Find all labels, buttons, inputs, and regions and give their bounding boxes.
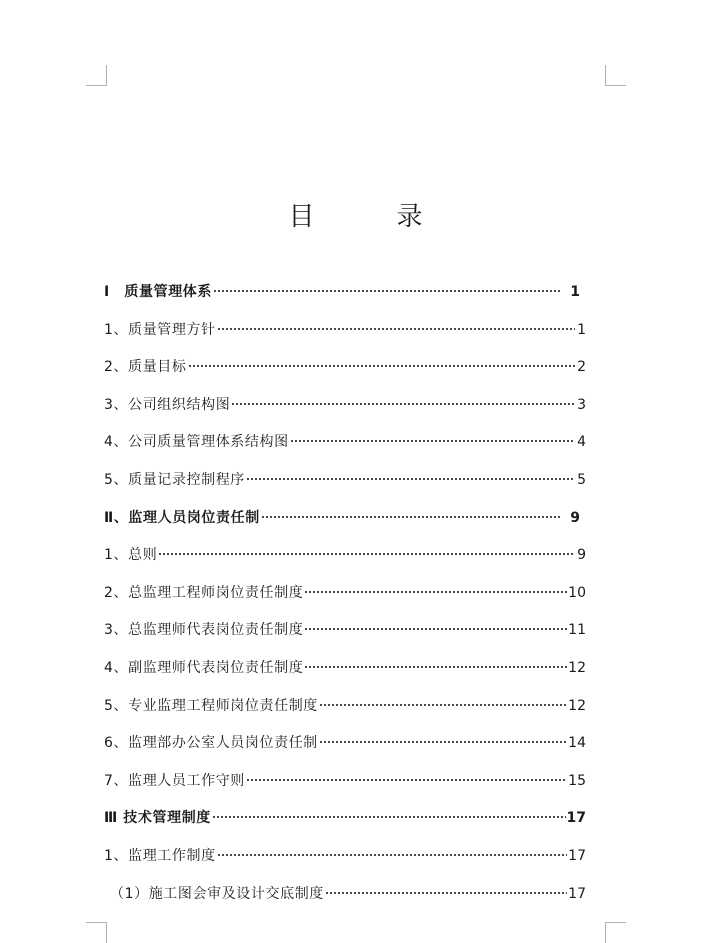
toc-entry-label: Ⅲ 技术管理制度 (104, 810, 211, 827)
toc-entry-page: 17 (568, 885, 586, 902)
toc-title: 目 录 (288, 202, 451, 232)
toc-entry[interactable] (104, 466, 586, 504)
toc-entry-label: 2、质量目标 (104, 359, 187, 376)
toc-leader-dots (158, 553, 575, 555)
toc-entry[interactable] (104, 616, 586, 654)
toc-entry[interactable] (104, 767, 586, 805)
toc-entry-label: 1、总则 (104, 547, 158, 564)
toc-entry-page: 1 (570, 284, 580, 300)
toc-entry-page: 14 (568, 735, 586, 752)
toc-leader-dots (319, 704, 567, 706)
toc-leader-dots (217, 854, 567, 856)
toc-entry[interactable] (104, 654, 586, 692)
toc-entry[interactable] (104, 428, 586, 466)
toc-entry-page: 1 (577, 321, 586, 338)
toc-entry[interactable] (104, 842, 586, 880)
toc-entry-label: 1、监理工作制度 (104, 847, 216, 864)
toc-leader-dots (188, 365, 575, 367)
toc-entry-page: 2 (577, 359, 586, 376)
toc-list (104, 278, 586, 917)
toc-entry[interactable] (104, 278, 586, 316)
toc-entry-label: 7、监理人员工作守则 (104, 772, 245, 789)
toc-leader-dots (304, 628, 567, 630)
toc-entry[interactable] (104, 579, 586, 617)
toc-entry-page: 15 (568, 772, 586, 789)
toc-leader-dots (304, 666, 567, 668)
toc-entry[interactable] (104, 880, 586, 918)
toc-entry-label: 6、监理部办公室人员岗位责任制 (104, 735, 318, 752)
toc-leader-dots (290, 440, 575, 442)
toc-leader-dots (212, 816, 566, 818)
toc-entry-label: 4、公司质量管理体系结构图 (104, 434, 289, 451)
page-corner-mark-top-right (605, 65, 626, 86)
toc-entry[interactable] (104, 541, 586, 579)
toc-entry-page: 4 (577, 434, 586, 451)
toc-entry[interactable] (104, 316, 586, 354)
toc-entry-label: 3、总监理师代表岗位责任制度 (104, 622, 304, 639)
toc-entry-label: （1）施工图会审及设计交底制度 (110, 885, 324, 902)
toc-entry[interactable] (104, 729, 586, 767)
toc-entry-label: 1、质量管理方针 (104, 321, 216, 338)
page-corner-mark-bottom-right (605, 922, 626, 943)
toc-entry-page: 10 (568, 584, 586, 601)
toc-entry-label: 5、质量记录控制程序 (104, 471, 245, 488)
toc-entry-page: 12 (568, 659, 586, 676)
toc-entry[interactable] (104, 353, 586, 391)
toc-leader-dots (231, 403, 575, 405)
toc-entry-page: 11 (568, 622, 586, 639)
toc-entry[interactable] (104, 692, 586, 730)
toc-leader-dots (217, 328, 575, 330)
toc-leader-dots (213, 290, 561, 292)
toc-entry-label: Ⅰ 质量管理体系 (104, 284, 213, 300)
toc-entry-page: 12 (568, 697, 586, 714)
toc-entry-page: 9 (577, 547, 586, 564)
toc-entry[interactable] (104, 504, 586, 542)
toc-entry-label: 3、公司组织结构图 (104, 396, 231, 413)
toc-leader-dots (325, 892, 567, 894)
toc-entry-page: 5 (577, 471, 586, 488)
page-corner-mark-top-left (86, 65, 107, 86)
page-corner-mark-bottom-left (86, 922, 107, 943)
toc-leader-dots (261, 516, 561, 518)
toc-leader-dots (319, 741, 567, 743)
toc-entry-page: 3 (577, 396, 586, 413)
toc-entry[interactable] (104, 804, 586, 842)
toc-entry[interactable] (104, 391, 586, 429)
toc-entry-page: 17 (568, 847, 586, 864)
toc-leader-dots (304, 591, 567, 593)
toc-entry-page: 17 (566, 810, 586, 827)
toc-entry-label: 5、专业监理工程师岗位责任制度 (104, 697, 318, 714)
toc-leader-dots (246, 478, 575, 480)
toc-entry-label: 4、副监理师代表岗位责任制度 (104, 659, 304, 676)
toc-leader-dots (246, 779, 567, 781)
toc-entry-label: Ⅱ、监理人员岗位责任制 (104, 509, 260, 526)
toc-entry-page: 9 (570, 509, 580, 526)
toc-entry-label: 2、总监理工程师岗位责任制度 (104, 584, 304, 601)
